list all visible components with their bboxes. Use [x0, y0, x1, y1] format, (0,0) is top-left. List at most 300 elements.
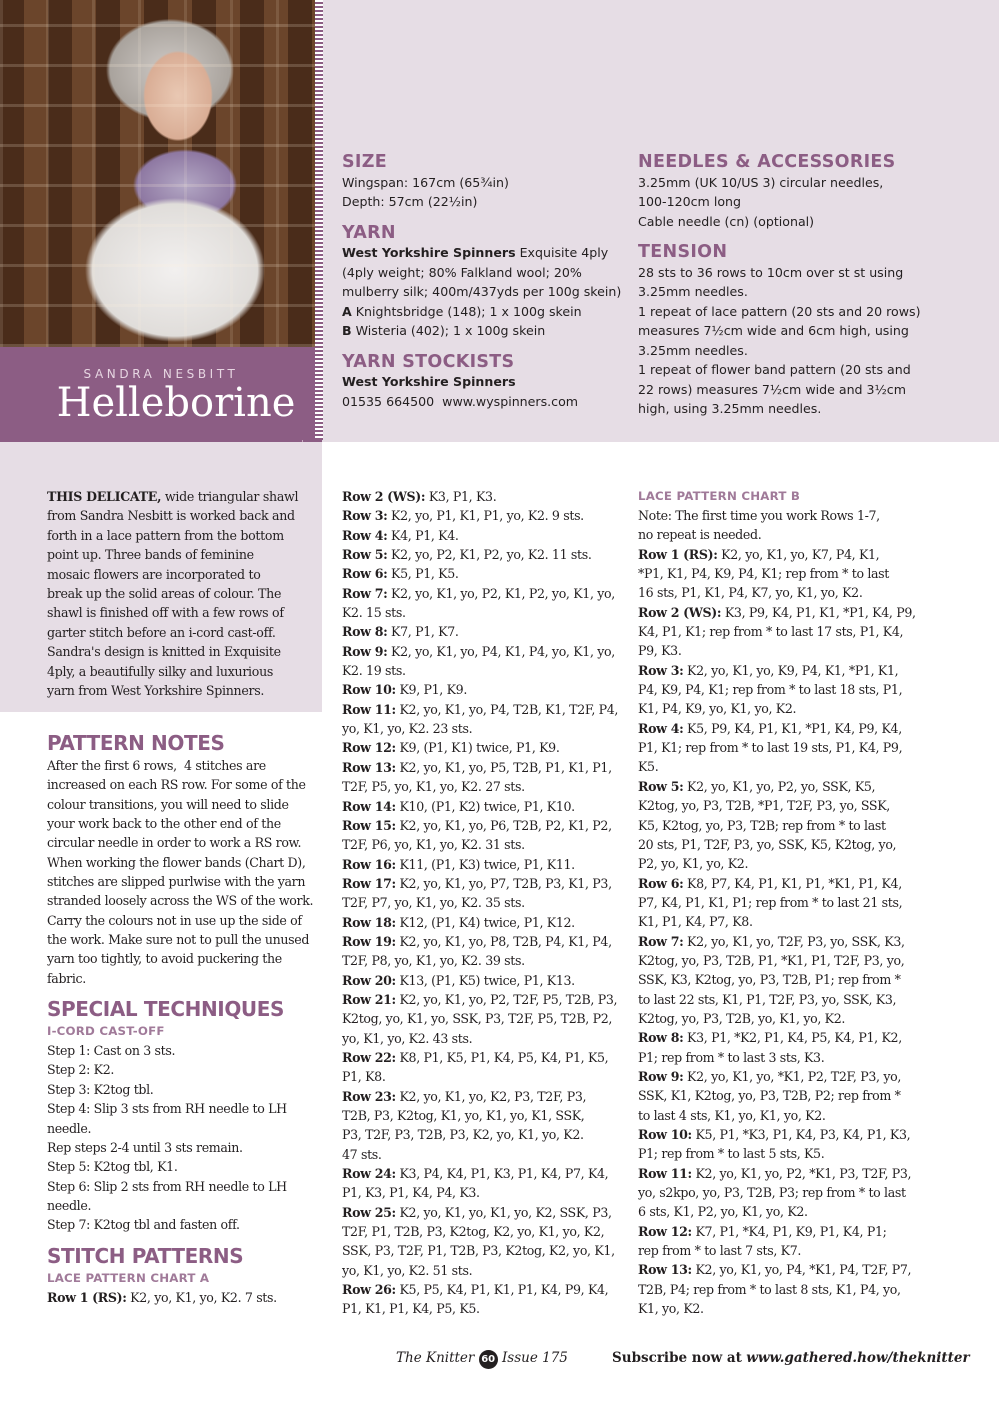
chart-b-row-line — [638, 583, 928, 602]
intro-line: 4ply, a beautifully silky and luxurious — [47, 663, 274, 679]
row-label: Row 8: — [342, 624, 388, 640]
intro-line: Sandra's design is knitted in Exquisite — [47, 644, 281, 660]
tension-line: measures 7½cm wide and 6cm high, using — [638, 323, 909, 338]
row-label: Row 12: — [638, 1223, 692, 1239]
row-text: K8, P7, K4, P1, K1, P1, *K1, P1, K4, — [683, 875, 902, 891]
row-text: K2, yo, K1, yo, P6, T2B, P2, K1, P2, — [395, 817, 612, 833]
yarn-b-text: Wisteria (402); 1 x 100g skein — [351, 323, 546, 338]
chart-a-row-line — [342, 951, 627, 970]
row-text: K11, (P1, K3) twice, P1, K11. — [395, 856, 575, 872]
row-label: Row 13: — [638, 1262, 692, 1278]
chart-a-row-line — [342, 1009, 627, 1028]
row-text: K2, yo, K1, yo, P8, T2B, P4, K1, P4, — [395, 933, 612, 949]
row-label: Row 3: — [638, 662, 684, 678]
yarn-a-label: A — [342, 303, 352, 319]
chart-b-row-line — [638, 1028, 928, 1047]
row-text: K4, P1, K1; rep from * to last 17 sts, P1, K4, — [638, 624, 904, 640]
row-text: SSK, P3, T2F, P1, T2B, P3, K2tog, K2, yo, K1, — [342, 1243, 615, 1259]
chart-b-row-line — [638, 603, 928, 622]
chart-b-row-line — [638, 1009, 928, 1028]
row-text: K2tog, yo, P3, T2B, yo, K1, yo, K2. — [638, 1010, 846, 1026]
row-label: Row 10: — [342, 682, 396, 698]
intro-line: wide triangular shawl — [161, 489, 299, 504]
row-label: Row 5: — [342, 547, 388, 563]
magazine-name: The Knitter — [396, 1350, 475, 1366]
chart-b-row-line — [638, 1144, 928, 1163]
chart-a-row-line — [342, 1164, 627, 1183]
row-label: Row 4: — [342, 527, 388, 543]
chart-b-row-line — [638, 1280, 928, 1299]
yarn-line-1 — [342, 243, 632, 263]
row-text: SSK, K3, K2tog, yo, P3, T2B, P1; rep from * — [638, 972, 901, 988]
pattern-title: Helleborine — [56, 380, 296, 426]
chart-a-row-line — [342, 506, 627, 525]
row-text: K2, yo, K1, yo, P7, T2B, P3, K1, P3, — [395, 875, 612, 891]
subscribe-link[interactable]: www.gathered.how/theknitter — [746, 1350, 970, 1366]
note-line: colour transitions, you will need to slide — [47, 796, 289, 812]
intro-line: forth in a lace pattern from the bottom — [47, 527, 284, 543]
chart-b-row-line — [638, 680, 928, 699]
row-label: Row 23: — [342, 1088, 396, 1104]
row-text: P1, K8. — [342, 1069, 386, 1085]
page-number: 60 — [479, 1350, 498, 1369]
chart-b-row-line — [638, 622, 928, 641]
chart-b-row-line — [638, 641, 928, 660]
step-line: Step 2: K2. — [47, 1062, 115, 1078]
step-line: needle. — [47, 1197, 92, 1213]
row-label: Row 24: — [342, 1166, 396, 1182]
tension-heading: TENSION — [638, 242, 728, 262]
chart-a-row-line — [342, 893, 627, 912]
note-line: stitches are slipped purlwise with the yarn — [47, 874, 306, 890]
chart-a-row-line — [342, 1299, 627, 1318]
row-text: K1, P4, K9, yo, K1, yo, K2. — [638, 701, 797, 717]
chart-b-row-line — [638, 1106, 928, 1125]
row-text: K2, yo, K1, yo, K2, P3, T2F, P3, — [395, 1088, 587, 1104]
row-label: Row 6: — [342, 566, 388, 582]
tension-line: 1 repeat of flower band pattern (20 sts and — [638, 362, 911, 377]
row-text: K5, P1, *K3, P1, K4, P3, K4, P1, K3, — [691, 1127, 911, 1142]
row-text: K2, yo, K1, yo, P5, T2B, P1, K1, P1, — [395, 759, 612, 775]
row-label: Row 2 (WS): — [638, 604, 722, 620]
row-label: Row 1 (RS): — [638, 546, 718, 562]
step-line: Step 1: Cast on 3 sts. — [47, 1043, 176, 1059]
stockist-name: West Yorkshire Spinners — [342, 374, 516, 389]
row-text: K13, (P1, K5) twice, P1, K13. — [395, 972, 575, 988]
row-label: Row 20: — [342, 972, 396, 988]
yarn-b-label: B — [342, 323, 352, 338]
row-label: Row 2 (WS): — [342, 489, 426, 504]
chart-a-row-line — [342, 526, 627, 545]
intro-line: from Sandra Nesbitt is worked back and — [47, 508, 295, 524]
chart-a-row-line — [342, 758, 627, 777]
row-text: K5. — [638, 759, 659, 775]
chart-a-row-line — [342, 1106, 627, 1125]
tension-line: 22 rows) measures 7½cm wide and 3½cm — [638, 381, 906, 397]
stockists-heading: YARN STOCKISTS — [342, 351, 515, 372]
row-text: K5, P9, K4, P1, K1, *P1, K4, P9, K4, — [683, 720, 902, 736]
chart-a-subheading: LACE PATTERN CHART A — [47, 1270, 210, 1285]
row-text: K2, yo, K1, yo, K9, P4, K1, *P1, K1, — [683, 662, 899, 678]
chart-b-row-line — [638, 1183, 928, 1202]
row-text: K2. 15 sts. — [342, 605, 406, 621]
chart-b-row-line — [638, 932, 928, 951]
row-text: K1, P1, K4, P7, K8. — [638, 914, 753, 930]
row-text: yo, s2kpo, yo, P3, T2B, P3; rep from * to last — [638, 1185, 906, 1201]
row-text: K2, yo, P1, K1, P1, yo, K2. 9 sts. — [387, 508, 584, 524]
chart-b-rows — [638, 545, 928, 1319]
row-label: Row 1 (RS): — [47, 1289, 127, 1305]
chart-a-row-line — [342, 855, 627, 874]
chart-b-row-line — [638, 1241, 928, 1260]
row-text: to last 4 sts, K1, yo, K1, yo, K2. — [638, 1107, 826, 1123]
chart-b-row-line — [638, 893, 928, 912]
chart-a-row-line — [342, 700, 627, 719]
row-label: Row 6: — [638, 875, 684, 891]
left-column — [47, 730, 322, 1307]
needles-line: 100-120cm long — [638, 194, 741, 209]
chart-b-row-line — [638, 816, 928, 835]
row-label: Row 12: — [342, 740, 396, 756]
row-label: Row 7: — [638, 933, 684, 949]
chart-b-row-line — [638, 1067, 928, 1086]
row-text: P1, K1, P1, K4, P5, K5. — [342, 1301, 480, 1317]
note-line: increased on each RS row. For some of the — [47, 777, 306, 793]
row-text: K4, P1, K4. — [387, 527, 459, 543]
technique-steps — [47, 1041, 322, 1234]
chart-a-row-line — [342, 603, 627, 622]
pattern-notes-body — [47, 756, 322, 988]
row-text: K2tog, yo, K1, yo, SSK, P3, T2F, P5, T2B, P2, — [342, 1011, 613, 1027]
row-label: Row 8: — [638, 1030, 684, 1046]
chart-a-row-line — [342, 661, 627, 680]
chart-a-row-line — [342, 680, 627, 699]
chart-a-row-line — [342, 797, 627, 816]
row-text: 6 sts, K1, P2, yo, K1, yo, K2. — [638, 1204, 808, 1220]
row-label: Row 15: — [342, 817, 396, 833]
row-text: K2, yo, K1, yo, K7, P4, K1, — [717, 546, 880, 562]
row-text: K3, P1, K3. — [425, 489, 497, 504]
chart-b-row-line — [638, 854, 928, 873]
chart-a-row-line — [342, 777, 627, 796]
tension-line: 3.25mm needles. — [638, 342, 748, 358]
note-line: the work. Make sure not to pull the unused — [47, 932, 310, 948]
chart-a-row-line — [342, 719, 627, 738]
row-text: K3, P9, K4, P1, K1, *P1, K4, P9, — [721, 604, 916, 620]
cover-photo — [0, 0, 322, 347]
row-text: K9, (P1, K1) twice, P1, K9. — [395, 740, 560, 756]
chart-b-row-line — [638, 796, 928, 815]
row-text: K2tog, yo, P3, T2B, P1, *K1, P1, T2F, P3, yo, — [638, 952, 905, 968]
row-text: to last 22 sts, K1, P1, T2F, P3, yo, SSK, K3, — [638, 991, 897, 1007]
chart-b-row-line — [638, 1299, 928, 1318]
row-label: Row 9: — [342, 643, 388, 659]
row-label: Row 21: — [342, 991, 396, 1007]
row-text: T2F, P8, yo, K1, yo, K2. 39 sts. — [342, 953, 525, 969]
chart-a-row-line — [342, 1125, 627, 1144]
row-label: Row 25: — [342, 1204, 396, 1220]
chart-a-row-line — [342, 1280, 627, 1299]
row-label: Row 18: — [342, 914, 396, 930]
row-text: P1, K3, P1, K4, P4, K3. — [342, 1185, 480, 1201]
row-text: K8, P1, K5, P1, K4, P5, K4, P1, K5, — [395, 1049, 609, 1065]
row-text: K7, P1, *K4, P1, K9, P1, K4, P1; — [691, 1223, 887, 1239]
row-text: K1, yo, K2. — [638, 1301, 704, 1317]
row-text: T2B, P4; rep from * to last 8 sts, K1, P4, yo, — [638, 1281, 901, 1297]
row-label: Row 4: — [638, 720, 684, 736]
row-label: Row 13: — [342, 759, 396, 775]
chart-a-row-line — [342, 913, 627, 932]
size-wingspan: Wingspan: 167cm (65¾in) — [342, 174, 509, 190]
chart-a-row-line — [342, 642, 627, 661]
special-techniques-heading: SPECIAL TECHNIQUES — [47, 997, 285, 1022]
pattern-notes-heading: PATTERN NOTES — [47, 731, 225, 755]
chart-a-row-line — [342, 622, 627, 641]
yarn-brand: West Yorkshire Spinners — [342, 245, 516, 260]
chart-a-row-line — [342, 1087, 627, 1106]
row-label: Row 19: — [342, 933, 396, 949]
subscribe-text: Subscribe now at — [612, 1350, 742, 1366]
row-text: P7, K4, P1, K1, P1; rep from * to last 21 sts, — [638, 894, 903, 910]
chart-a-row-line — [342, 1183, 627, 1202]
chart-a-row-line — [342, 1029, 627, 1048]
chart-b-row-line — [638, 719, 928, 738]
yarn-heading: YARN — [342, 222, 396, 243]
row-text: K2, yo, K1, yo, P4, *K1, P4, T2F, P7, — [691, 1262, 912, 1278]
chart-a-row — [47, 1288, 322, 1307]
chart-b-row-line — [638, 777, 928, 796]
row-text: K3, P4, K4, P1, K3, P1, K4, P7, K4, — [395, 1166, 609, 1182]
chart-a-row-line — [342, 1203, 627, 1222]
row-text: K10, (P1, K2) twice, P1, K10. — [395, 798, 575, 814]
chart-b-row-line — [638, 970, 928, 989]
row-text: K2, yo, K1, yo, *K1, P2, T2F, P3, yo, — [683, 1068, 901, 1084]
row-label: Row 26: — [342, 1282, 396, 1298]
row-label: Row 11: — [342, 701, 396, 717]
row-text: K2, yo, K1, yo, P2, yo, SSK, K5, — [683, 778, 876, 794]
stockist-contact: 01535 664500 www.wyspinners.com — [342, 393, 579, 409]
chart-a-row-line — [342, 1261, 627, 1280]
chart-b-row-line — [638, 835, 928, 854]
row-text: P2, yo, K1, yo, K2. — [638, 856, 749, 872]
row-text: rep from * to last 7 sts, K7. — [638, 1243, 802, 1259]
chart-b-row-line — [638, 874, 928, 893]
footer — [0, 1350, 999, 1370]
row-text: K5, K2tog, yo, P3, T2B; rep from * to last — [638, 817, 886, 833]
row-label: Row 14: — [342, 798, 396, 814]
row-label: Row 9: — [638, 1068, 684, 1084]
row-text: P1; rep from * to last 3 sts, K3. — [638, 1049, 825, 1065]
yarn-line-3: mulberry silk; 400m/437yds per 100g skein) — [342, 284, 622, 299]
intro-line: yarn from West Yorkshire Spinners. — [47, 683, 265, 699]
chart-b-row-line — [638, 1202, 928, 1221]
row-text: K2, yo, K1, yo, K1, yo, K2, SSK, P3, — [395, 1204, 612, 1220]
row-label: Row 11: — [638, 1165, 692, 1181]
chart-b-row-line — [638, 1125, 928, 1144]
row-text: T2F, P1, T2B, P3, K2tog, K2, yo, K1, yo, K2, — [342, 1224, 605, 1240]
chart-a-row-line — [342, 816, 627, 835]
chart-b-row-line — [638, 661, 928, 680]
note-line: fabric. — [47, 970, 86, 986]
stitch-patterns-heading: STITCH PATTERNS — [47, 1243, 244, 1268]
row-text: K2, yo, K1, yo, T2F, P3, yo, SSK, K3, — [683, 933, 905, 949]
step-line: needle. — [47, 1120, 92, 1136]
row-text: K12, (P1, K4) twice, P1, K12. — [395, 914, 575, 930]
note-line: Carry the colours not in use up the side of — [47, 912, 302, 928]
chart-a-rows — [342, 487, 627, 1319]
step-line: Rep steps 2-4 until 3 sts remain. — [47, 1139, 243, 1155]
row-text: K9, P1, K9. — [395, 682, 467, 698]
chart-a-row-line — [342, 1048, 627, 1067]
size-depth: Depth: 57cm (22½in) — [342, 194, 478, 209]
row-text: P1, K1; rep from * to last 19 sts, P1, K4, P9, — [638, 740, 903, 756]
row-text: T2F, P7, yo, K1, yo, K2. 35 sts. — [342, 895, 525, 911]
row-text: K3, P1, *K2, P1, K4, P5, K4, P1, K2, — [683, 1030, 902, 1046]
chart-a-row-line — [342, 971, 627, 990]
yarn-line-1-text: Exquisite 4ply — [515, 245, 609, 260]
step-line: Step 4: Slip 3 sts from RH needle to LH — [47, 1101, 287, 1117]
row-text: K2, yo, K1, yo, P4, K1, P4, yo, K1, yo, — [387, 643, 615, 659]
chart-b-row-line — [638, 990, 928, 1009]
size-heading: SIZE — [342, 152, 387, 172]
row-label: Row 7: — [342, 585, 388, 601]
chart-b-row-line — [638, 564, 928, 583]
chart-b-row-line — [638, 1048, 928, 1067]
row-text: 16 sts, P1, K1, P4, K7, yo, K1, yo, K2. — [638, 585, 863, 601]
chart-b-row-line — [638, 699, 928, 718]
intro-lead: THIS DELICATE, — [47, 489, 162, 504]
designer-name: SANDRA NESBITT — [83, 367, 239, 381]
yarn-colour-a — [342, 302, 632, 322]
tension-line: 1 repeat of lace pattern (20 sts and 20 rows) — [638, 303, 921, 319]
row-text: K2, yo, K1, yo, P2, T2F, P5, T2B, P3, — [395, 991, 618, 1007]
chart-b-row-line — [638, 912, 928, 931]
note-line: circular needle in order to work a RS row. — [47, 835, 302, 851]
footer-subscribe — [612, 1350, 970, 1366]
step-line: Step 5: K2tog tbl, K1. — [47, 1159, 178, 1175]
chart-a-row-line — [342, 1241, 627, 1260]
chart-b-row-line — [638, 1260, 928, 1279]
right-column — [638, 487, 928, 1318]
row-text: T2F, P6, yo, K1, yo, K2. 31 sts. — [342, 837, 525, 853]
chart-a-row-line — [342, 738, 627, 757]
chart-a-row-line — [342, 835, 627, 854]
yarn-colour-b — [342, 321, 632, 341]
note-line: yarn too tightly, to avoid puckering the — [47, 951, 282, 967]
row-text: *P1, K1, P4, K9, P4, K1; rep from * to last — [638, 566, 889, 582]
intro-line: shawl is finished off with a few rows of — [47, 605, 284, 621]
row-text: K2, yo, P2, K1, P2, yo, K2. 11 sts. — [387, 547, 592, 563]
yarn-line-2: (4ply weight; 80% Falkland wool; 20% — [342, 264, 582, 280]
chart-a-row-line — [342, 874, 627, 893]
intro-line: break up the solid areas of colour. The — [47, 586, 282, 602]
chart-b-row-line — [638, 951, 928, 970]
chart-a-row-line — [342, 990, 627, 1009]
note-line: your work back to the other end of the — [47, 816, 281, 832]
chart-b-note: no repeat is needed. — [638, 527, 762, 543]
row-label: Row 16: — [342, 856, 396, 872]
row-text: K2, yo, K1, yo, K2. 7 sts. — [126, 1289, 277, 1305]
row-text: P3, T2F, P3, T2B, P3, K2, yo, K1, yo, K2. — [342, 1127, 584, 1143]
intro-line: garter stitch before an i-cord cast-off. — [47, 624, 276, 640]
row-text: K5, P1, K5. — [387, 566, 459, 582]
info-right-column — [638, 153, 938, 419]
step-line: Step 7: K2tog tbl and fasten off. — [47, 1217, 240, 1233]
chart-a-row-line — [342, 487, 627, 506]
chart-a-row-line — [342, 545, 627, 564]
chart-b-row-line — [638, 738, 928, 757]
step-line: Step 6: Slip 2 sts from RH needle to LH — [47, 1178, 287, 1194]
chart-b-subheading: LACE PATTERN CHART B — [638, 489, 801, 503]
issue-number: Issue 175 — [501, 1350, 568, 1366]
chart-a-row-line — [342, 1145, 627, 1164]
row-label: Row 22: — [342, 1049, 396, 1065]
needles-line: 3.25mm (UK 10/US 3) circular needles, — [638, 174, 884, 190]
chart-b-row-line — [638, 1222, 928, 1241]
tension-line: high, using 3.25mm needles. — [638, 401, 822, 416]
row-text: 20 sts, P1, T2F, P3, yo, SSK, K5, K2tog, yo, — [638, 836, 897, 852]
row-label: Row 10: — [638, 1127, 692, 1142]
row-text: yo, K1, yo, K2. 51 sts. — [342, 1262, 473, 1278]
info-left-column — [342, 153, 632, 411]
chart-b-row-line — [638, 757, 928, 776]
chart-a-row-line — [342, 932, 627, 951]
row-label: Row 17: — [342, 875, 396, 891]
chart-a-row-line — [342, 564, 627, 583]
note-line: After the first 6 rows, 4 stitches are — [47, 758, 266, 773]
row-text: T2F, P5, yo, K1, yo, K2. 27 sts. — [342, 779, 525, 795]
chart-b-row-line — [638, 545, 928, 564]
row-text: P4, K9, P4, K1; rep from * to last 18 sts, P1, — [638, 682, 903, 698]
row-text: P9, K3. — [638, 643, 682, 659]
row-text: yo, K1, yo, K2. 43 sts. — [342, 1030, 473, 1046]
chart-a-row-line — [342, 1222, 627, 1241]
row-label: Row 3: — [342, 508, 388, 524]
chart-b-note: Note: The first time you work Rows 1-7, — [638, 508, 880, 523]
row-text: K2tog, yo, P3, T2B, *P1, T2F, P3, yo, SSK, — [638, 798, 890, 814]
row-text: 47 sts. — [342, 1146, 382, 1162]
row-text: K2, yo, K1, yo, P2, *K1, P3, T2F, P3, — [691, 1165, 912, 1181]
needles-heading: NEEDLES & ACCESSORIES — [638, 152, 896, 172]
tension-line: 3.25mm needles. — [638, 284, 748, 299]
intro-line: point up. Three bands of feminine — [47, 547, 254, 563]
row-text: yo, K1, yo, K2. 23 sts. — [342, 721, 473, 737]
chart-b-row-line — [638, 1164, 928, 1183]
row-text: K2, yo, K1, yo, P4, T2B, K1, T2F, P4, — [395, 701, 619, 717]
row-label: Row 5: — [638, 778, 684, 794]
step-line: Step 3: K2tog tbl. — [47, 1081, 154, 1097]
icord-cast-off-subheading: I-CORD CAST-OFF — [47, 1024, 165, 1039]
yarn-a-text: Knightsbridge (148); 1 x 100g skein — [351, 303, 582, 319]
footer-issue — [396, 1350, 568, 1369]
row-text: K5, P5, K4, P1, K1, P1, K4, P9, K4, — [395, 1282, 609, 1298]
chart-a-row-line — [342, 1067, 627, 1086]
row-text: K2, yo, K1, yo, P2, K1, P2, yo, K1, yo, — [387, 585, 615, 601]
intro-text — [47, 487, 315, 700]
tension-line: 28 sts to 36 rows to 10cm over st st using — [638, 264, 904, 280]
note-line: When working the flower bands (Chart D), — [47, 854, 306, 870]
intro-line: mosaic flowers are incorporated to — [47, 566, 261, 582]
row-text: SSK, K1, K2tog, yo, P3, T2B, P2; rep from * — [638, 1088, 901, 1104]
chart-a-row-line — [342, 584, 627, 603]
note-line: stranded loosely across the WS of the work. — [47, 893, 314, 909]
row-text: T2B, P3, K2tog, K1, yo, K1, yo, K1, SSK, — [342, 1108, 585, 1123]
row-text: K2. 19 sts. — [342, 663, 406, 679]
row-text: K7, P1, K7. — [387, 624, 459, 640]
needles-line: Cable needle (cn) (optional) — [638, 213, 815, 229]
chart-b-row-line — [638, 1086, 928, 1105]
row-text: P1; rep from * to last 5 sts, K5. — [638, 1146, 825, 1162]
